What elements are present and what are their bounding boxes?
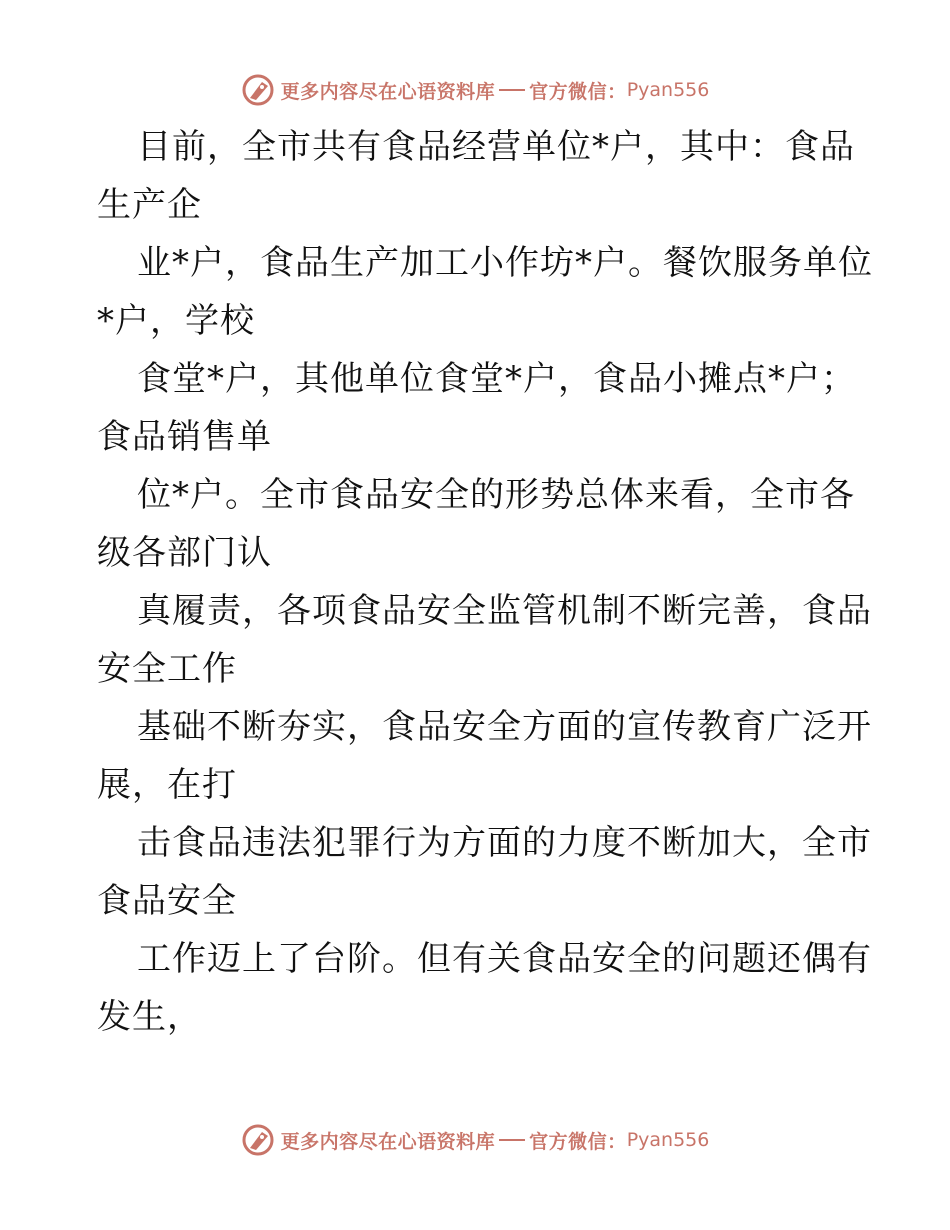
text-line: 食品安全	[97, 881, 237, 921]
footer-banner	[0, 1120, 950, 1160]
text-line: *户，学校	[97, 301, 255, 341]
banner-divider	[499, 89, 525, 91]
pen-nib-logo-icon	[241, 73, 275, 107]
brand-text: 更多内容尽在心语资料库	[280, 1130, 496, 1153]
document-body	[97, 118, 873, 1046]
text-line: 发生，	[97, 997, 202, 1037]
text-line: 级各部门认	[97, 533, 272, 573]
header-banner	[0, 70, 950, 110]
text-line: 击食品违法犯罪行为方面的力度不断加大，全市	[137, 823, 872, 863]
text-line: 安全工作	[97, 649, 237, 689]
text-line: 展，在打	[97, 765, 237, 805]
text-line: 食堂*户，其他单位食堂*户，食品小摊点*户；	[137, 359, 856, 399]
brand-text: 更多内容尽在心语资料库	[280, 80, 496, 103]
text-line: 基础不断夯实，食品安全方面的宣传教育广泛开	[137, 707, 872, 747]
text-line: 位*户。全市食品安全的形势总体来看，全市各	[137, 475, 855, 515]
text-line: 业*户，食品生产加工小作坊*户。餐饮服务单位	[137, 243, 873, 283]
wechat-id: Pyan556	[626, 1129, 710, 1151]
text-line: 工作迈上了台阶。但有关食品安全的问题还偶有	[137, 939, 872, 979]
wechat-label: 官方微信：	[529, 1130, 627, 1153]
text-line: 真履责，各项食品安全监管机制不断完善，食品	[137, 591, 872, 631]
wechat-label: 官方微信：	[529, 80, 627, 103]
text-line: 生产企	[97, 185, 202, 225]
text-line: 食品销售单	[97, 417, 272, 457]
pen-nib-logo-icon	[241, 1123, 275, 1157]
banner-divider	[499, 1139, 525, 1141]
wechat-id: Pyan556	[626, 79, 710, 101]
text-line: 目前，全市共有食品经营单位*户，其中：食品	[137, 127, 855, 167]
